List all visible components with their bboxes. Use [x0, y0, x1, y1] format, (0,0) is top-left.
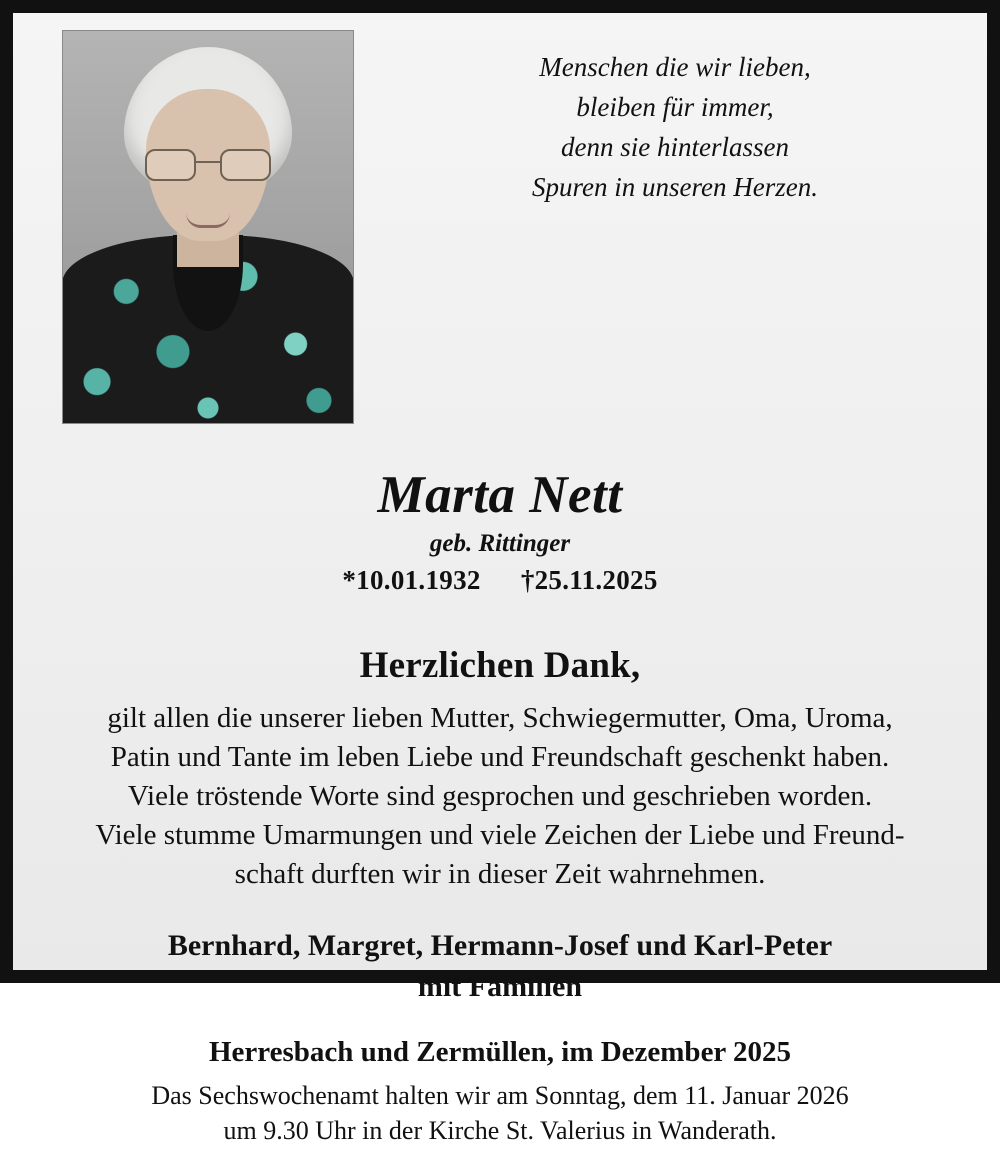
thanks-paragraph	[13, 699, 987, 895]
thanks-line: Viele tröstende Worte sind gesprochen und geschrieben worden.	[127, 779, 873, 812]
verse-line: Spuren in unseren Herzen.	[532, 171, 818, 202]
family-line: mit Familien	[417, 970, 583, 1004]
deceased-name: Marta Nett	[377, 466, 623, 524]
notice-inner	[13, 13, 987, 1145]
place-and-date: Herresbach und Zermüllen, im Dezember 2025	[208, 1035, 792, 1068]
service-announcement	[13, 1079, 987, 1149]
glasses-icon	[145, 149, 271, 179]
service-line: Das Sechswochenamt halten wir am Sonntag, dem 11. Januar 2026	[151, 1080, 849, 1110]
verse-line: bleiben für immer,	[576, 91, 774, 122]
thanks-heading: Herzlichen Dank,	[359, 644, 641, 686]
memorial-verse	[403, 30, 987, 208]
header-section	[13, 13, 987, 424]
service-line: um 9.30 Uhr in der Kirche St. Valerius in Wanderath.	[223, 1115, 777, 1145]
verse-line: denn sie hinterlassen	[561, 131, 789, 162]
birth-date: *10.01.1932	[342, 564, 481, 595]
life-dates	[13, 565, 987, 596]
death-date: †25.11.2025	[520, 564, 658, 595]
verse-line: Menschen die wir lieben,	[539, 52, 811, 82]
thanks-line: gilt allen die unserer lieben Mutter, Schwiegermutter, Oma, Uroma,	[107, 701, 893, 734]
portrait-photo	[62, 30, 354, 424]
family-signature	[13, 926, 987, 1008]
family-line: Bernhard, Margret, Hermann-Josef und Karl-Peter	[167, 929, 833, 963]
maiden-name: geb. Rittinger	[429, 529, 571, 557]
thanks-line: schaft durften wir in dieser Zeit wahrnehmen.	[234, 858, 766, 891]
thanks-line: Viele stumme Umarmungen und viele Zeichen der Liebe und Freund-	[95, 819, 905, 852]
thanks-line: Patin und Tante im leben Liebe und Freundschaft geschenkt haben.	[110, 740, 890, 773]
portrait-container	[13, 30, 403, 424]
